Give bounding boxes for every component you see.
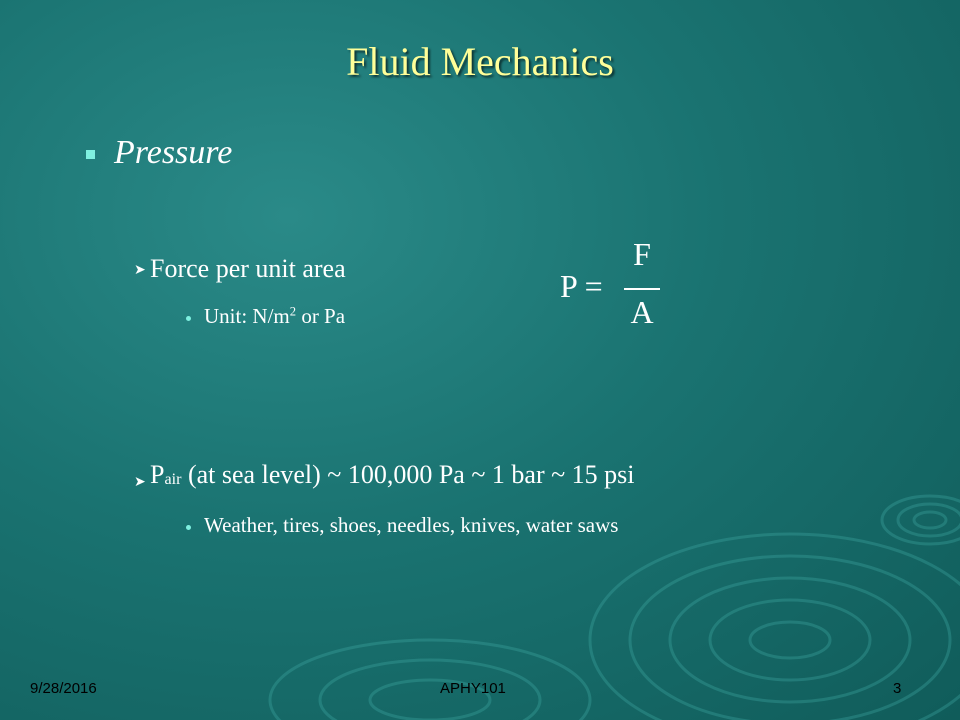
arrowhead-bullet-icon: ➤	[134, 475, 146, 490]
dot-bullet-icon	[186, 525, 191, 530]
footer-course: APHY101	[440, 680, 506, 697]
unit-suffix: or Pa	[296, 304, 346, 328]
footer-date: 9/28/2016	[30, 680, 97, 697]
unit-superscript: 2	[289, 304, 297, 319]
bullet-air-pressure	[150, 460, 635, 490]
pressure-formula	[560, 236, 670, 336]
slide-title: Fluid Mechanics	[346, 39, 614, 84]
air-pressure-text: (at sea level) ~ 100,000 Pa ~ 1 bar ~ 15 psi	[181, 460, 635, 489]
formula-denominator: A	[630, 294, 654, 330]
arrowhead-bullet-icon: ➤	[134, 263, 146, 278]
unit-prefix: Unit: N/m	[204, 304, 290, 328]
heading-pressure: Pressure	[114, 134, 233, 171]
dot-bullet-icon	[186, 316, 191, 321]
fraction-bar	[624, 288, 660, 290]
formula-numerator: F	[633, 236, 651, 272]
air-pressure-subscript: air	[164, 470, 182, 488]
footer-page-number: 3	[893, 680, 902, 697]
bullet-force-per-area: Force per unit area	[150, 254, 346, 283]
formula-lhs: P =	[560, 268, 603, 304]
bullet-examples: Weather, tires, shoes, needles, knives, water saws	[204, 513, 619, 537]
bullet-unit	[204, 304, 345, 329]
air-pressure-symbol: P	[150, 460, 165, 489]
square-bullet-icon	[86, 150, 95, 159]
